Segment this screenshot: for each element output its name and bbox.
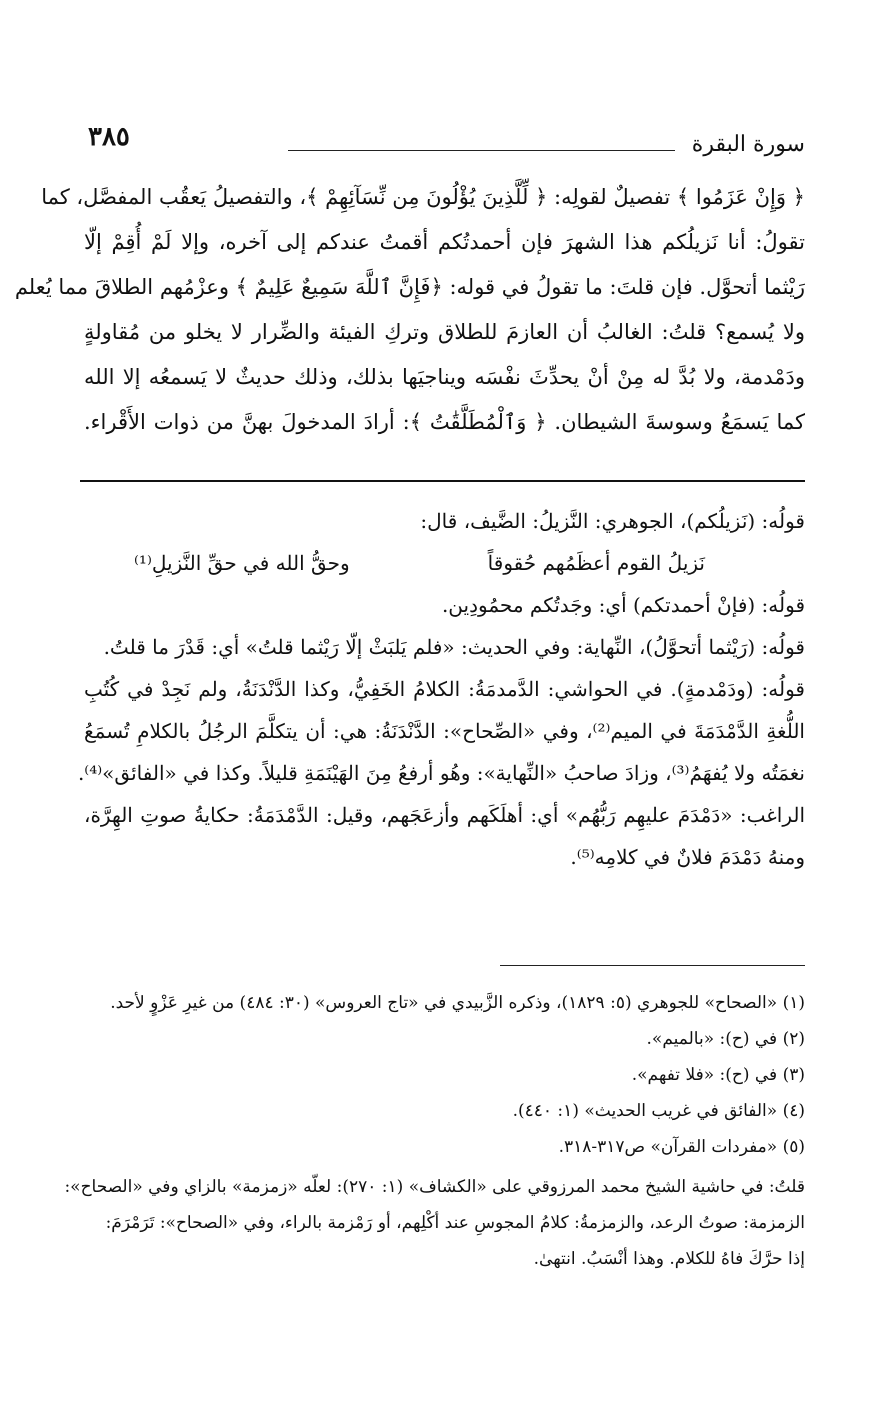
- main-text-line: ودَمْدمة، ولا بُدَّ له مِنْ أنْ يحدِّثَ نفْسَه ويناجيَها بذلك، وذلك حديثٌ لا يَسمعُه إلا الله: [84, 365, 805, 389]
- main-text-line: ولا يُسمع؟ قلتُ: الغالبُ أن العازمَ للطلاق وتركِ الفيئة والضِّرار لا يخلو من مُقاولةٍ: [84, 320, 805, 344]
- footnote: (٣) في (ح): «فلا تفهم».: [631, 1065, 805, 1085]
- footnote-separator: [500, 965, 805, 966]
- commentary-line: قولُه: (نَزيلُكم)، الجوهري: النَّزيلُ: الضَّيف، قال:: [420, 509, 805, 533]
- surah-title: سورة البقرة: [691, 132, 805, 157]
- main-text: [14, 175, 805, 445]
- editor-note-line: قلتُ: في حاشية الشيخ محمد المرزوقي على «الكشاف» (١: ٢٧٠): لعلّه «زمزمة» بالزاي وفي «الصحاح»:: [64, 1177, 805, 1197]
- footnote: (٥) «مفردات القرآن» ص٣١٧-٣١٨.: [558, 1137, 805, 1157]
- main-text-line: كما يَسمَعُ وسوسةَ الشيطان. ﴿ وَٱلْمُطَلَّقَٰتُ ﴾: أرادَ المدخولَ بهنَّ من ذوات الأَقْراء.: [84, 410, 805, 434]
- main-text-line: تقولُ: أنا نَزيلُكم هذا الشهرَ فإن أحمدتُكم أقمتُ عندكم إلى آخره، وإلا لَمْ أُقِمْ إلّا: [84, 230, 805, 254]
- commentary-line: نغمَتُه ولا يُفهَمُ⁽³⁾، وزادَ صاحبُ «النِّهاية»: وهُو أرفعُ مِنَ الهَيْنَمَةِ قليلاً. وكذا في «الفائق»⁽⁴⁾.: [77, 761, 805, 785]
- editor-note-line: إذا حرَّكَ فاهُ للكلام. وهذا أنْسَبُ. انتهىٰ.: [533, 1249, 805, 1269]
- commentary: [77, 500, 805, 878]
- commentary-line: الراغب: «دَمْدَمَ عليهِم رَبُّهُم» أي: أهلَكَهم وأزعَجَهم، وقيل: الدَّمْدَمَةُ: حكايةُ صوتِ الهِرَّة،: [84, 803, 805, 827]
- footnotes: [64, 985, 805, 1277]
- commentary-line: قولُه: (رَيْثما أتحوَّلُ)، النِّهاية: وفي الحديث: «فلم يَلبَثْ إلّا رَيْثما قلتُ» أي: قَدْرَ ما قلتُ.: [103, 635, 805, 659]
- header-rule: [288, 150, 675, 151]
- editor-note-line: الزمزمة: صوتُ الرعد، والزمزمةُ: كلامُ المجوسِ عند أكْلِهم، أو رَمْزمة بالراء، وفي «الصحاح»: تَرَمْرَمَ:: [105, 1213, 805, 1233]
- poem-verse: [84, 542, 805, 584]
- page-header: [88, 120, 805, 160]
- commentary-line: قولُه: (ودَمْدمةٍ). في الحواشي: الدَّمدمَةُ: الكلامُ الخَفِيُّ، وكذا الدَّنْدَنَةُ، ولم نَجِدْ في كُتُبِ: [84, 677, 805, 701]
- main-text-line: رَيْثما أتحوَّل. فإن قلتَ: ما تقولُ في قوله: ﴿فَإِنَّ ٱللَّهَ سَمِيعٌ عَلِيمٌ ﴾ وعزْمُهم الطلاقَ مما يُعلم: [14, 275, 805, 299]
- footnote: (٤) «الفائق في غريب الحديث» (١: ٤٤٠).: [512, 1101, 805, 1121]
- page-number: ٣٨٥: [88, 122, 130, 152]
- footnote: (٢) في (ح): «بالميم».: [646, 1029, 805, 1049]
- poem-hemistich-second: وحقُّ الله في حقِّ النَّزيلِ⁽¹⁾: [134, 551, 350, 575]
- poem-hemistich-first: نَزيلُ القوم أعظَمُهم حُقوقاً: [487, 551, 705, 575]
- footnote: (١) «الصحاح» للجوهري (٥: ١٨٢٩)، وذكره الزَّبيدي في «تاج العروس» (٣٠: ٤٨٤) من غيرِ عَزْوٍ لأحد.: [110, 993, 805, 1013]
- commentary-line: اللُّغةِ الدَّمْدَمَةَ في الميم⁽²⁾، وفي «الصِّحاح»: الدَّنْدَنَةُ: هي: أن يتكلَّمَ الرجُلُ بالكلامِ تُسمَعُ: [84, 719, 805, 743]
- text-separator: [80, 480, 805, 482]
- commentary-line: ومنهُ دَمْدَمَ فلانٌ في كلامِه⁽⁵⁾.: [570, 845, 805, 869]
- commentary-line: قولُه: (فإنْ أحمدتكم) أي: وجَدتُكم محمُودِين.: [441, 593, 805, 617]
- main-text-line: ﴿ وَإِنْ عَزَمُوا ﴾ تفصيلٌ لقولِه: ﴿ لِّلَّذِينَ يُؤْلُونَ مِن نِّسَآئِهِمْ ﴾، والتفصيلُ يَعقُب المفصَّل، كما: [41, 185, 805, 209]
